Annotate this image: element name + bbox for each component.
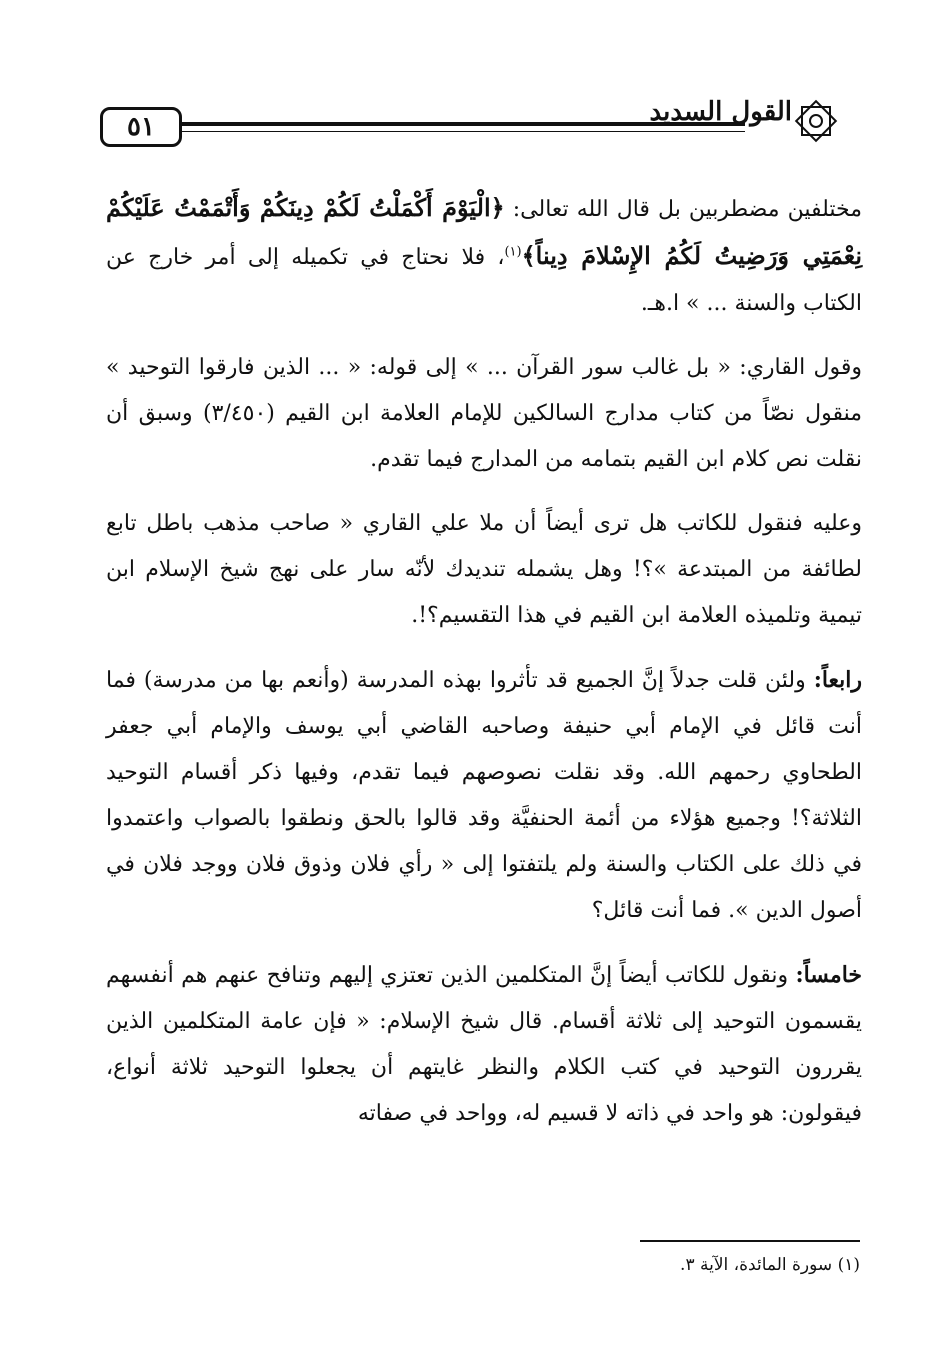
paragraph-1-intro: مختلفين مضطربين بل قال الله تعالى: (504, 197, 862, 222)
paragraph-5-lead: خامساً: (795, 962, 862, 988)
page-number: ٥١ (100, 107, 182, 147)
footnote-separator (640, 1240, 860, 1242)
paragraph-2: وقول القاري: « بل غالب سور القرآن ... » إلى قوله: « ... الذين فارقوا التوحيد » منقول نصّاً من كتاب مدارج السالكين للإمام العلامة ابن القيم (٣/٤٥٠) وسبق أن نقلت نص كلام ابن القيم بتمامه من المدارج فيما تقدم. (106, 355, 863, 472)
paragraph-3: وعليه فنقول للكاتب هل ترى أيضاً أن ملا علي القاري « صاحب مذهب باطل تابع لطائفة من المبتدعة »؟! وهل يشمله تنديدك لأنّه سار على نهج شيخ الإسلام ابن تيمية وتلميذه العلامة ابن القيم في هذا التقسيم؟!. (106, 511, 863, 628)
book-title: القول السديد (649, 97, 792, 127)
paragraph-1 (106, 185, 862, 327)
paragraph-4-body: ولئن قلت جدلاً إنَّ الجميع قد تأثروا بهذه المدرسة (وأنعم بها من مدرسة) فما أنت قائل في الإمام أبي حنيفة وصاحبه القاضي أبي يوسف والإمام أبي جعفر الطحاوي رحمهم الله. وقد نقلت نصوصهم فيما تقدم، وفيها ذكر أقسام التوحيد الثلاثة؟! وجميع هؤلاء من أئمة الحنفيَّة وقد قالوا بالحق ونطقوا بالصواب واعتمدوا في ذلك على الكتاب والسنة ولم يلتفتوا إلى « رأي فلان وذوق فلان ووجد فلان في أصول الدين ». فما أنت قائل؟ (106, 668, 862, 923)
page-header (100, 95, 840, 165)
footnote-reference: (١) (504, 244, 522, 260)
paragraph-4 (106, 657, 862, 934)
octagram-ornament-icon (792, 95, 840, 147)
header-rule-thin (182, 131, 745, 132)
paragraph-5-body: ونقول للكاتب أيضاً إنَّ المتكلمين الذين تعتزي إليهم وتنافح عنهم هم أنفسهم يقسمون التوحيد إلى ثلاثة أقسام. قال شيخ الإسلام: « فإن عامة المتكلمين الذين يقررون التوحيد في كتب الكلام والنظر غايتهم أن يجعلوا التوحيد ثلاثة أنواع، فيقولون: هو واحد في ذاته لا قسيم له، وواحد في صفاته (106, 963, 862, 1126)
paragraph-5 (106, 952, 862, 1137)
main-text (106, 185, 862, 1155)
footnote: (١) سورة المائدة، الآية ٣. (680, 1255, 860, 1275)
paragraph-4-lead: رابعاً: (813, 667, 862, 693)
quran-verse: ﴿الْيَوْمَ أَكْمَلْتُ لَكُمْ دِينَكُمْ وَأَتْمَمْتُ عَلَيْكُمْ نِعْمَتِي وَرَضِيتُ لَكُمُ الإِسْلامَ دِيناً﴾ (106, 193, 862, 270)
paragraph-1-rest: ، فلا نحتاج في تكميله إلى أمر خارج عن الكتاب والسنة ... » ا.هـ. (106, 245, 862, 316)
